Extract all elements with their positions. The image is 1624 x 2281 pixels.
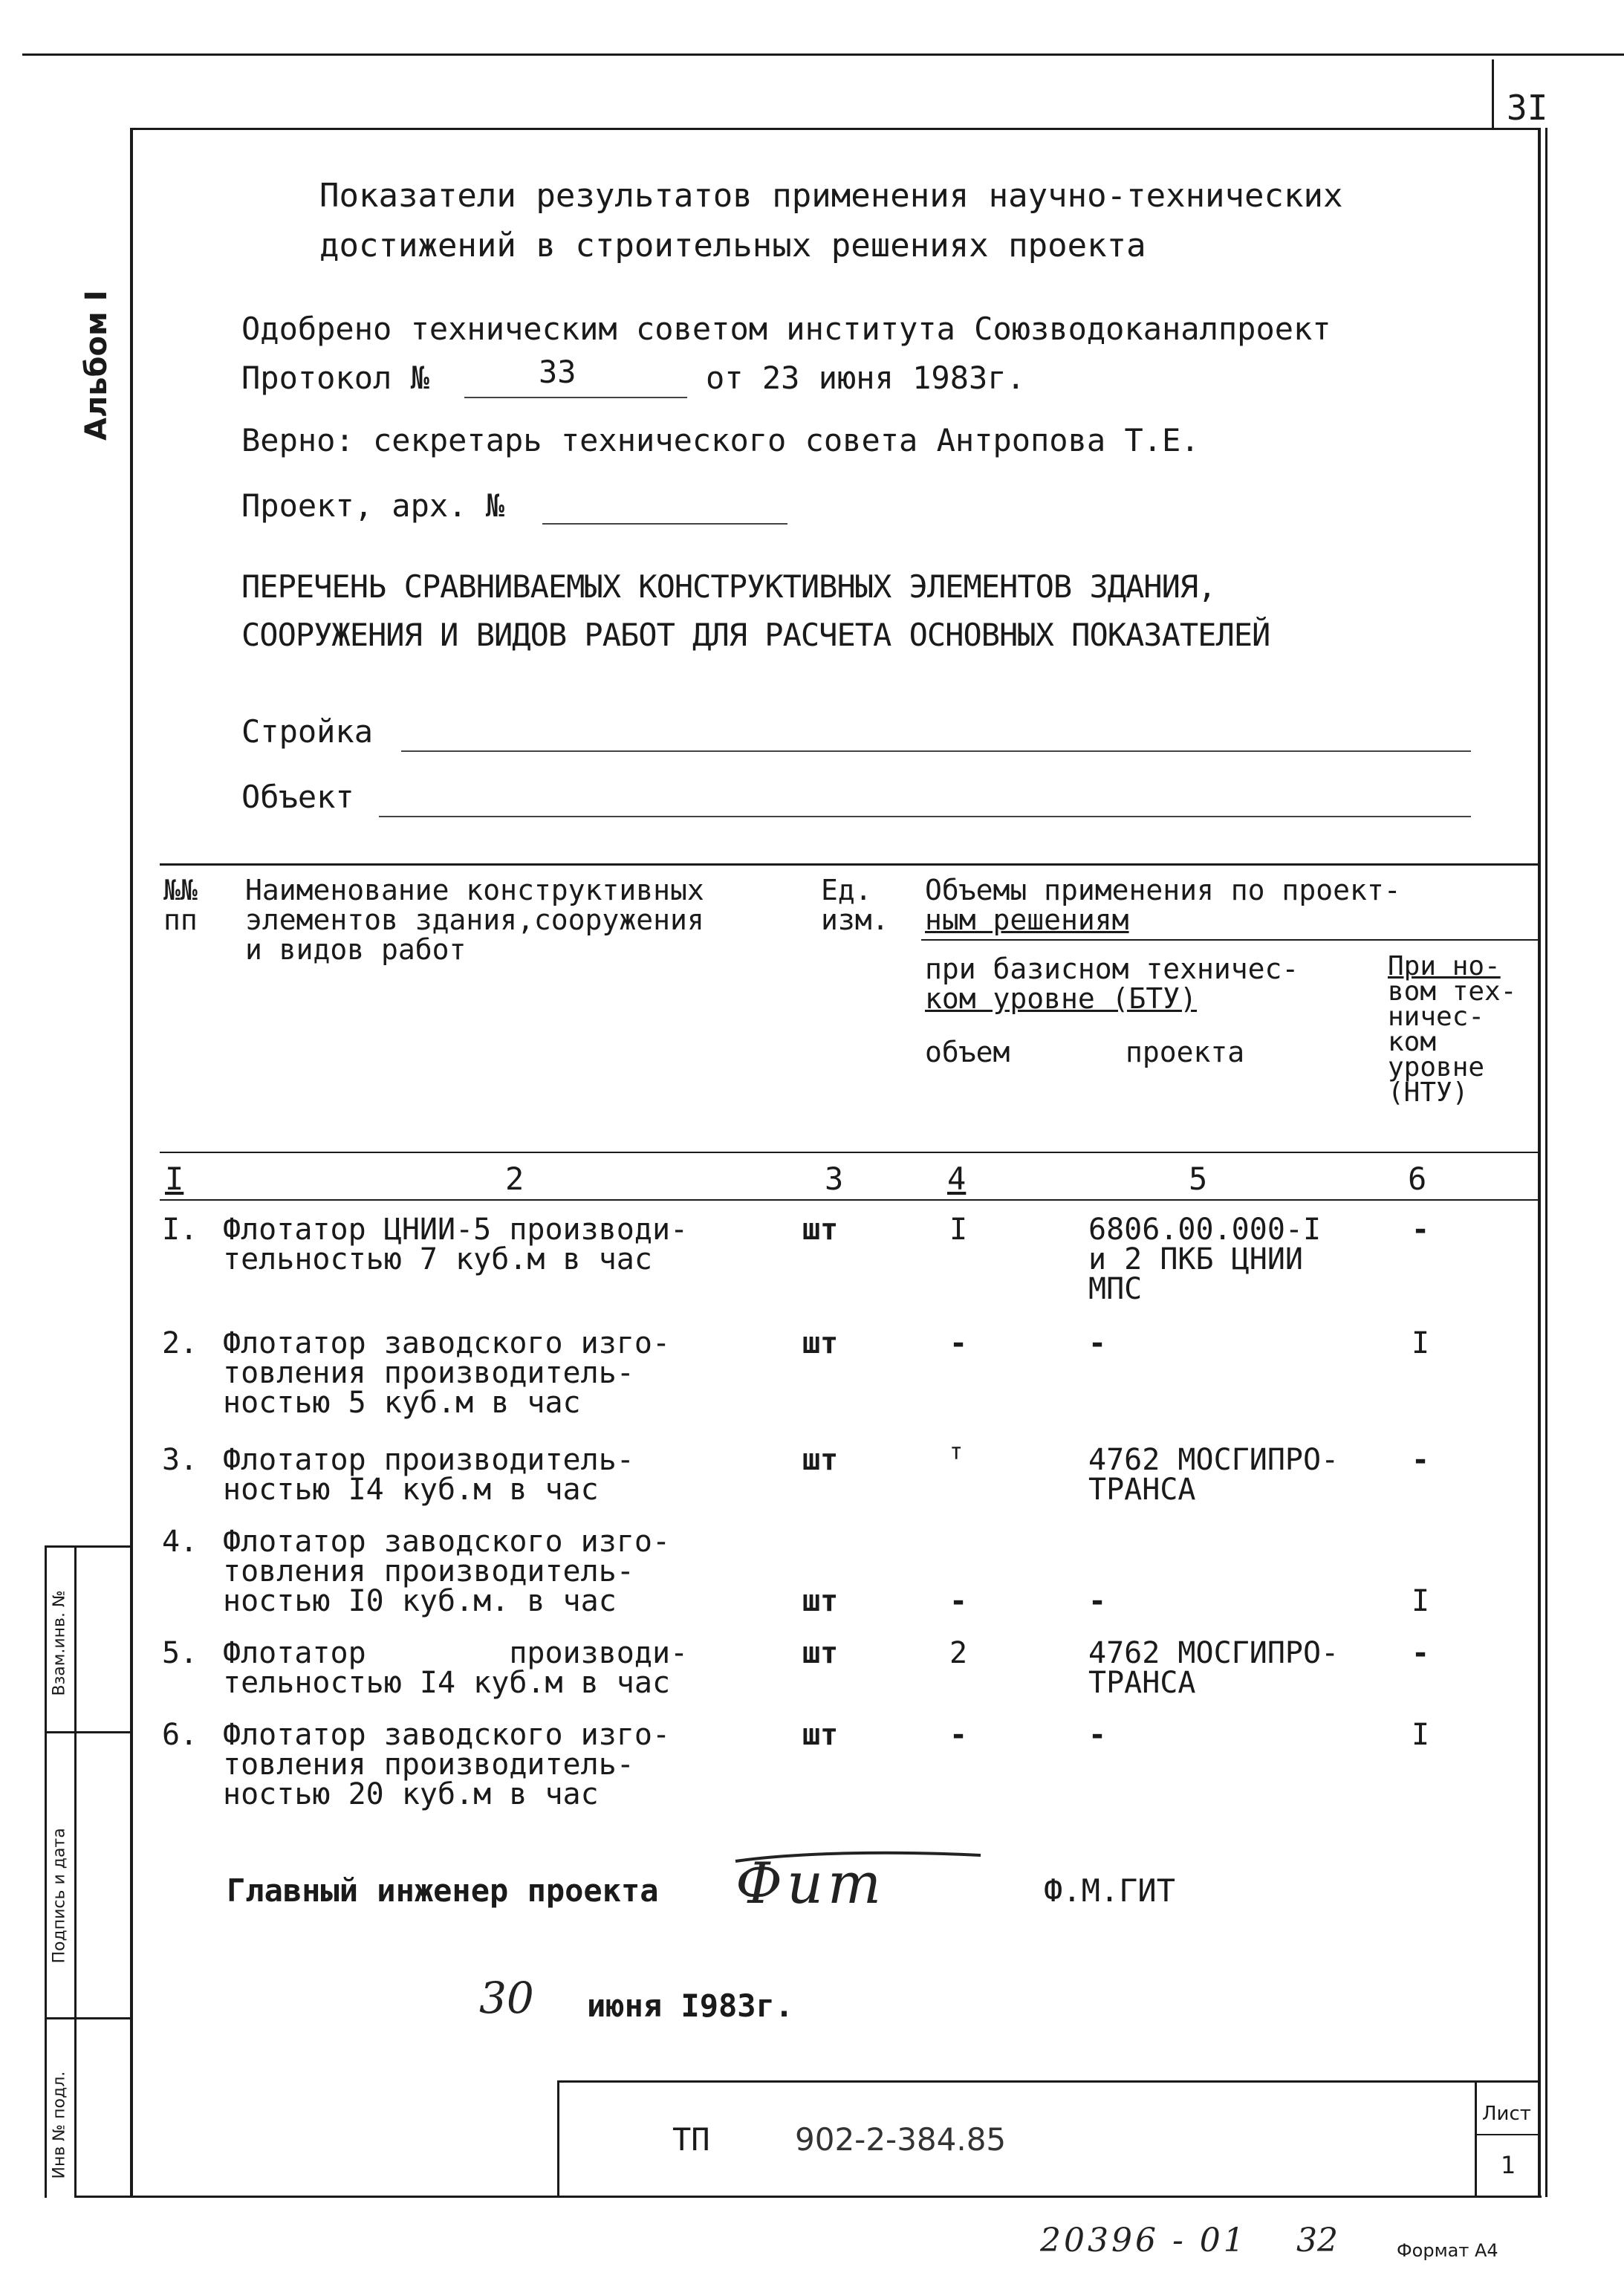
header-unit: Ед. изм.: [821, 874, 889, 936]
stamp-top: [557, 2080, 1538, 2083]
colnum-5: 5: [1189, 1161, 1208, 1197]
margin-inv-orig: Инв № подл.: [50, 2071, 69, 2179]
colnum-4: 4: [947, 1161, 967, 1197]
row1-name: Флотатор ЦНИИ-5 производи- тельностью 7 куб.м в час: [223, 1213, 689, 1276]
project-archive: Проект, арх. №: [241, 487, 505, 524]
colnum-6: 6: [1408, 1161, 1427, 1197]
header-basic-volume: объем: [925, 1036, 1010, 1068]
row3-unit: шт: [802, 1443, 839, 1477]
row6-project: -: [1088, 1718, 1107, 1752]
row5-project: 4762 МОСГИПРО- ТРАНСА: [1088, 1636, 1339, 1700]
footer-format: Формат А4: [1397, 2240, 1498, 2261]
signature-day: 30: [479, 1973, 534, 2023]
protocol-date: от 23 июня 1983г.: [706, 360, 1025, 396]
list-heading-2: СООРУЖЕНИЯ И ВИДОВ РАБОТ ДЛЯ РАСЧЕТА ОСНОВНЫХ ПОКАЗАТЕЛЕЙ: [241, 617, 1270, 653]
row1-volume: I: [949, 1213, 968, 1247]
frame-right: [1538, 128, 1541, 2197]
row3-volume: т: [949, 1439, 964, 1465]
row5-unit: шт: [802, 1636, 839, 1670]
colnum-line: [160, 1199, 1538, 1201]
row2-project: -: [1088, 1326, 1107, 1360]
stamp-sheet-hline: [1475, 2134, 1538, 2135]
header-volumes: Объемы применения по проект- ным решениям: [925, 874, 1401, 936]
margin-sep-1: [45, 1545, 132, 1548]
protocol-label: Протокол №: [241, 360, 429, 396]
row4-project: -: [1088, 1584, 1107, 1618]
stamp-doc-code: 902-2-384.85: [795, 2121, 1007, 2158]
colnum-3: 3: [825, 1161, 844, 1197]
stamp-left: [557, 2080, 559, 2197]
top-border: [22, 53, 1624, 56]
margin-inner-line: [74, 1545, 77, 2198]
row6-num: 6.: [162, 1718, 198, 1752]
row2-volume: -: [949, 1326, 968, 1360]
colnum-2: 2: [505, 1161, 524, 1197]
stamp-sheet-label: Лист: [1482, 2103, 1531, 2125]
protocol-number-line: [464, 397, 687, 398]
row4-unit: шт: [802, 1584, 839, 1618]
list-heading-1: ПЕРЕЧЕНЬ СРАВНИВАЕМЫХ КОНСТРУКТИВНЫХ ЭЛЕМЕНТОВ ЗДАНИЯ,: [241, 568, 1216, 605]
row3-name: Флотатор производитель- ностью I4 куб.м в час: [223, 1443, 634, 1507]
signature-flourish: [728, 1846, 995, 1921]
frame-left: [130, 128, 133, 2197]
archive-number-line: [542, 523, 787, 525]
colnum-1: I: [165, 1161, 184, 1197]
margin-sign-date: Подпись и дата: [50, 1828, 69, 1964]
header-num: №№ пп: [163, 874, 198, 936]
title-line-2: достижений в строительных решениях проекта: [319, 227, 1146, 265]
header-bottom-line: [160, 1152, 1538, 1153]
table-top-line: [160, 863, 1538, 866]
row4-num: 4.: [162, 1525, 198, 1559]
object-label: Объект: [241, 779, 354, 815]
stamp-doc-type: ТП: [672, 2121, 710, 2158]
object-line: [379, 816, 1471, 817]
header-sub-line: [921, 939, 1538, 941]
footer-archive-number: 20396 - 01: [1040, 2222, 1247, 2259]
row3-project: 4762 МОСГИПРО- ТРАНСА: [1088, 1443, 1339, 1507]
row4-volume: -: [949, 1584, 968, 1618]
header-basic-project: проекта: [1126, 1036, 1245, 1068]
row4-ntu: I: [1412, 1584, 1430, 1618]
row6-unit: шт: [802, 1718, 839, 1752]
row3-ntu: -: [1412, 1443, 1430, 1477]
row6-ntu: I: [1412, 1718, 1430, 1752]
row2-unit: шт: [802, 1326, 839, 1360]
title-line-1: Показатели результатов применения научно-технических: [319, 177, 1343, 215]
header-basic: при базисном техничес- ком уровне (БТУ): [925, 953, 1299, 1015]
row5-ntu: -: [1412, 1636, 1430, 1670]
row1-num: I.: [162, 1213, 198, 1247]
header-name: Наименование конструктивных элементов здания,сооружения и видов работ: [245, 874, 704, 966]
row5-num: 5.: [162, 1636, 198, 1670]
row3-num: 3.: [162, 1443, 198, 1477]
verified-line: Верно: секретарь технического совета Антропова Т.Е.: [241, 422, 1200, 458]
margin-outer-line: [45, 1545, 47, 2198]
sheet-number: 3I: [1507, 88, 1548, 128]
sheet-corner-line: [1492, 59, 1494, 130]
footer-page-number: 32: [1296, 2222, 1338, 2259]
frame-bottom: [74, 2196, 1542, 2198]
margin-sep-2: [45, 1731, 132, 1733]
margin-inv-replace: Взам.инв. №: [50, 1590, 69, 1696]
signature-month-year: июня I983г.: [587, 1988, 794, 2024]
signature-name: Ф.М.ГИТ: [1044, 1872, 1176, 1909]
row2-name: Флотатор заводского изго- товления производитель- ностью 5 куб.м в час: [223, 1326, 671, 1420]
album-label: Альбом I: [79, 290, 114, 441]
margin-sep-3: [45, 2017, 132, 2019]
approved-by: Одобрено техническим советом института Союзводоканалпроект: [241, 311, 1331, 347]
row5-volume: 2: [949, 1636, 968, 1670]
row4-name: Флотатор заводского изго- товления производитель- ностью I0 куб.м. в час: [223, 1525, 671, 1618]
header-new-level: При но- вом тех- ничес- ком уровне (НТУ): [1388, 951, 1517, 1108]
row1-ntu: -: [1412, 1213, 1430, 1247]
stamp-sheet-value: 1: [1501, 2151, 1516, 2179]
row5-name: Флотатор производи- тельностью I4 куб.м в час: [223, 1636, 689, 1700]
margin-right-edge: [1545, 128, 1547, 2197]
stamp-sheet-divider: [1475, 2080, 1477, 2197]
row2-ntu: I: [1412, 1326, 1430, 1360]
construction-label: Стройка: [241, 713, 374, 750]
row1-project: 6806.00.000-I и 2 ПКБ ЦНИИ МПС: [1088, 1213, 1322, 1306]
signature-role: Главный инженер проекта: [227, 1872, 659, 1909]
row2-num: 2.: [162, 1326, 198, 1360]
construction-line: [401, 750, 1471, 752]
signature-handwritten: Фит: [735, 1850, 886, 1916]
row1-unit: шт: [802, 1213, 839, 1247]
protocol-number: 33: [539, 354, 576, 390]
row6-name: Флотатор заводского изго- товления производитель- ностью 20 куб.м в час: [223, 1718, 671, 1811]
row6-volume: -: [949, 1718, 968, 1752]
frame-top: [130, 128, 1538, 130]
